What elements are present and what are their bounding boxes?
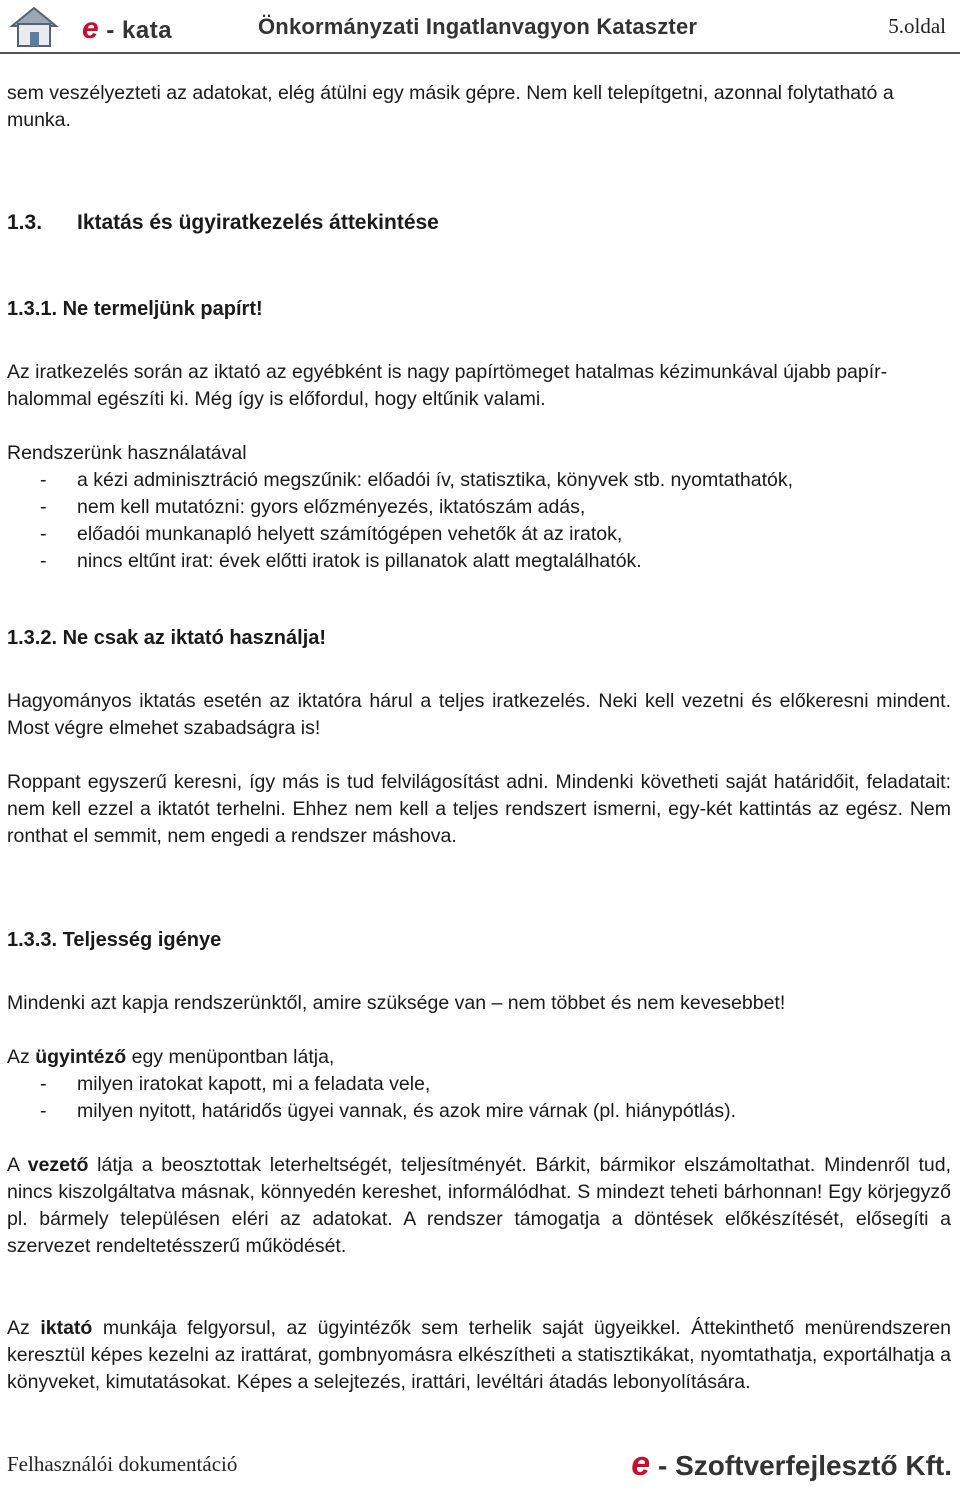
list-item: - a kézi adminisztráció megszűnik: előadói ív, statisztika, könyvek stb. nyomtathatók, [40,469,794,491]
ugyintezo-emphasis: ügyintéző [35,1046,127,1068]
intro-paragraph: sem veszélyezteti az adatokat, elég átülni egy másik gépre. Nem kell telepítgetni, azonnal folytatható a munka. [7,82,894,131]
section-1-3-2-heading: 1.3.2. Ne csak az iktató használja! [7,627,327,649]
house-logo-icon [8,4,60,48]
section-1-3-3-list [7,1071,951,1125]
section-1-3-1-heading: 1.3.1. Ne termeljünk papírt! [7,298,263,320]
footer-logo-text: - Szoftverfejlesztő Kft. [657,1450,952,1481]
iktato-emphasis: iktató [40,1317,93,1339]
header-divider [0,52,960,54]
ekata-logo-text: - kata [106,17,173,44]
section-1-3-3-paragraph-vezeto: A vezető látja a beosztottak leterheltségét, teljesítményét. Bárkit, bármikor elszámoltathat. Mindenről tud, nincs kiszolgáltatva másnak, könnyedén kereshet, informálódhat. S mindezt teheti bárhonnan! Egy körjegyző pl. bármely településen eléri az adatokat. A rendszer támogatja a döntések előkészítését, elősegíti a szervezet rendeltetésszerű működését. [7,1154,951,1257]
ekata-logo [82,12,172,46]
list-item: - milyen nyitott, határidős ügyei vannak, és azok mire várnak (pl. hiánypótlás). [40,1100,736,1122]
section-1-3-2-paragraph-1: Hagyományos iktatás esetén az iktatóra hárul a teljes iratkezelés. Neki kell vezetni és előkeresni mindent. Most végre elmehet szabadságra is! [7,690,951,739]
footer-doc-label: Felhasználói dokumentáció [7,1452,238,1476]
section-1-3-title: Iktatás és ügyiratkezelés áttekintése [77,211,439,234]
list-item: - milyen iratokat kapott, mi a feladata vele, [40,1073,431,1095]
section-1-3-3-paragraph-1: Mindenki azt kapja rendszerünktől, amire szüksége van – nem többet és nem kevesebbet! [7,992,786,1014]
ekata-logo-e: e [82,12,100,45]
vezeto-emphasis: vezető [27,1154,89,1176]
list-item: - előadói munkanapló helyett számítógépen vehetők át az iratok, [40,523,623,545]
section-1-3-number: 1.3. [7,211,43,234]
footer-company-logo [631,1445,952,1484]
section-1-3-3-heading: 1.3.3. Teljesség igénye [7,929,222,951]
section-1-3-3-paragraph-iktato: Az iktató munkája felgyorsul, az ügyintézők sem terhelik saját ügyeikkel. Áttekinthető menürendszeren keresztül képes kezelni az irattárat, gombnyomásra elkészítheti a statisztikákat, nyomtathatja, exportálhatja a könyveket, kimutatásokat. Képes a selejtezés, irattári, levéltári átadás lebonyolítására. [7,1317,952,1393]
section-1-3-3-list-intro: Az ügyintéző egy menüpontban látja, [7,1046,335,1068]
header-title: Önkormányzati Ingatlanvagyon Kataszter [258,14,698,39]
list-item: - nincs eltűnt irat: évek előtti iratok is pillanatok alatt megtalálhatók. [40,550,642,572]
list-item: - nem kell mutatózni: gyors előzményezés, iktatószám adás, [40,496,586,518]
footer-logo-e: e [631,1445,651,1483]
section-1-3-1-list-intro: Rendszerünk használatával [7,442,247,464]
section-1-3-2-paragraph-2: Roppant egyszerű keresni, így más is tud felvilágosítást adni. Mindenki követheti saját határidőit, feladatait: nem kell ezzel a iktatót terhelni. Ehhez nem kell a teljes rendszert ismerni, egy-két kattintás az egész. Nem ronthat el semmit, nem engedi a rendszer máshova. [7,771,951,847]
page-number: 5.oldal [888,14,946,38]
section-1-3-heading [7,211,439,235]
section-1-3-1-list [7,467,951,575]
page-header [0,0,960,52]
section-1-3-1-paragraph: Az iratkezelés során az iktató az egyébként is nagy papírtömeget hatalmas kézimunkával újabb papír-halommal egészíti ki. Még így is előfordul, hogy eltűnik valami. [7,361,888,410]
